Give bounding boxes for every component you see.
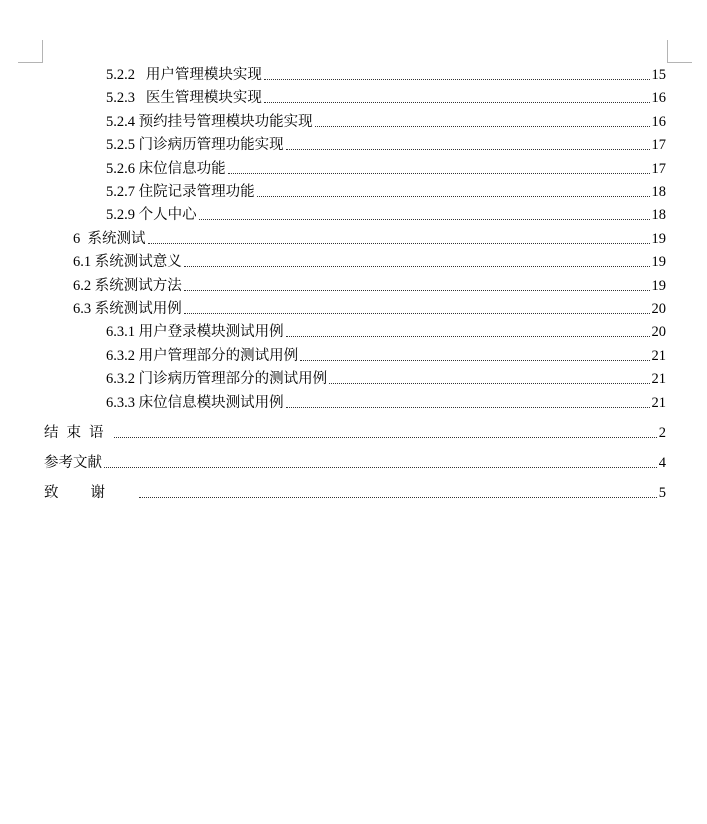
toc-dot-leader [199,219,650,220]
toc-entry[interactable] [106,136,666,154]
toc-entry[interactable] [73,253,666,271]
toc-dot-leader [286,336,650,337]
toc-dot-leader [264,102,650,103]
toc-entry-label: 5.2.7 住院记录管理功能 [106,184,255,200]
toc-entry[interactable] [106,183,666,201]
toc-page-number: 4 [658,455,666,471]
toc-page-number: 18 [651,207,666,223]
toc-entry-label: 5.2.3 医生管理模块实现 [106,90,262,106]
toc-page-number: 21 [651,395,666,411]
toc-entry-label: 6.3.2 用户管理部分的测试用例 [106,348,299,364]
toc-page-number: 19 [651,254,666,270]
toc-entry[interactable] [106,347,666,365]
toc-dot-leader [329,383,649,384]
toc-page-number: 17 [651,161,666,177]
toc-entry[interactable] [106,160,666,178]
toc-page-number: 19 [651,278,666,294]
toc-entry-label: 结束语 [44,425,112,441]
toc-entry-label: 5.2.5 门诊病历管理功能实现 [106,137,284,153]
toc-entry[interactable] [73,300,666,318]
toc-page-number: 21 [651,348,666,364]
toc-entry[interactable] [106,113,666,131]
toc-entry-label: 6.1 系统测试意义 [73,254,182,270]
toc-dot-leader [286,407,650,408]
toc-dot-leader [184,290,650,291]
toc-page-number: 16 [651,90,666,106]
crop-mark-top-right [667,40,692,63]
toc-page-number: 5 [658,485,666,501]
toc-entry-acknowledgements[interactable] [44,484,666,502]
toc-entry-conclusion[interactable] [44,424,666,442]
toc-entry-label: 致谢 [44,485,137,501]
toc-entry-label: 6.3.1 用户登录模块测试用例 [106,324,284,340]
toc-entry[interactable] [106,394,666,412]
toc-page-number: 18 [651,184,666,200]
toc-dot-leader [300,360,649,361]
crop-mark-top-left [18,40,43,63]
toc-entry-label: 6 系统测试 [73,231,146,247]
toc-page-number: 15 [651,67,666,83]
toc-page-number: 16 [651,114,666,130]
toc-entry-label: 6.2 系统测试方法 [73,278,182,294]
toc-entry-label: 5.2.9 个人中心 [106,207,197,223]
toc-page-number: 2 [658,425,666,441]
toc-entry[interactable] [106,323,666,341]
toc-entry-label: 6.3.3 床位信息模块测试用例 [106,395,284,411]
toc-dot-leader [315,126,650,127]
toc-entry-label: 5.2.6 床位信息功能 [106,161,226,177]
toc-dot-leader [228,173,650,174]
toc-entry[interactable] [106,206,666,224]
toc-page-number: 17 [651,137,666,153]
toc-entry[interactable] [106,370,666,388]
toc-entry-label: 5.2.4 预约挂号管理模块功能实现 [106,114,313,130]
toc-page-number: 20 [651,324,666,340]
toc-dot-leader [184,266,650,267]
toc-dot-leader [264,79,650,80]
toc-dot-leader [257,196,650,197]
toc-page-number: 21 [651,371,666,387]
toc-dot-leader [148,243,650,244]
toc-entry[interactable] [73,230,666,248]
toc-entry[interactable] [106,66,666,84]
toc-dot-leader [104,467,657,468]
toc-entry[interactable] [106,89,666,107]
toc-entry-references[interactable] [44,454,666,472]
toc-entry-label: 5.2.2 用户管理模块实现 [106,67,262,83]
toc-entry-label: 6.3.2 门诊病历管理部分的测试用例 [106,371,328,387]
toc-entry-label: 6.3 系统测试用例 [73,301,182,317]
toc-page-number: 19 [651,231,666,247]
toc-page-number: 20 [651,301,666,317]
toc-dot-leader [114,437,657,438]
toc-entry-label: 参考文献 [44,455,102,471]
toc-dot-leader [286,149,650,150]
toc-dot-leader [184,313,650,314]
toc-dot-leader [139,497,657,498]
toc-entry[interactable] [73,277,666,295]
